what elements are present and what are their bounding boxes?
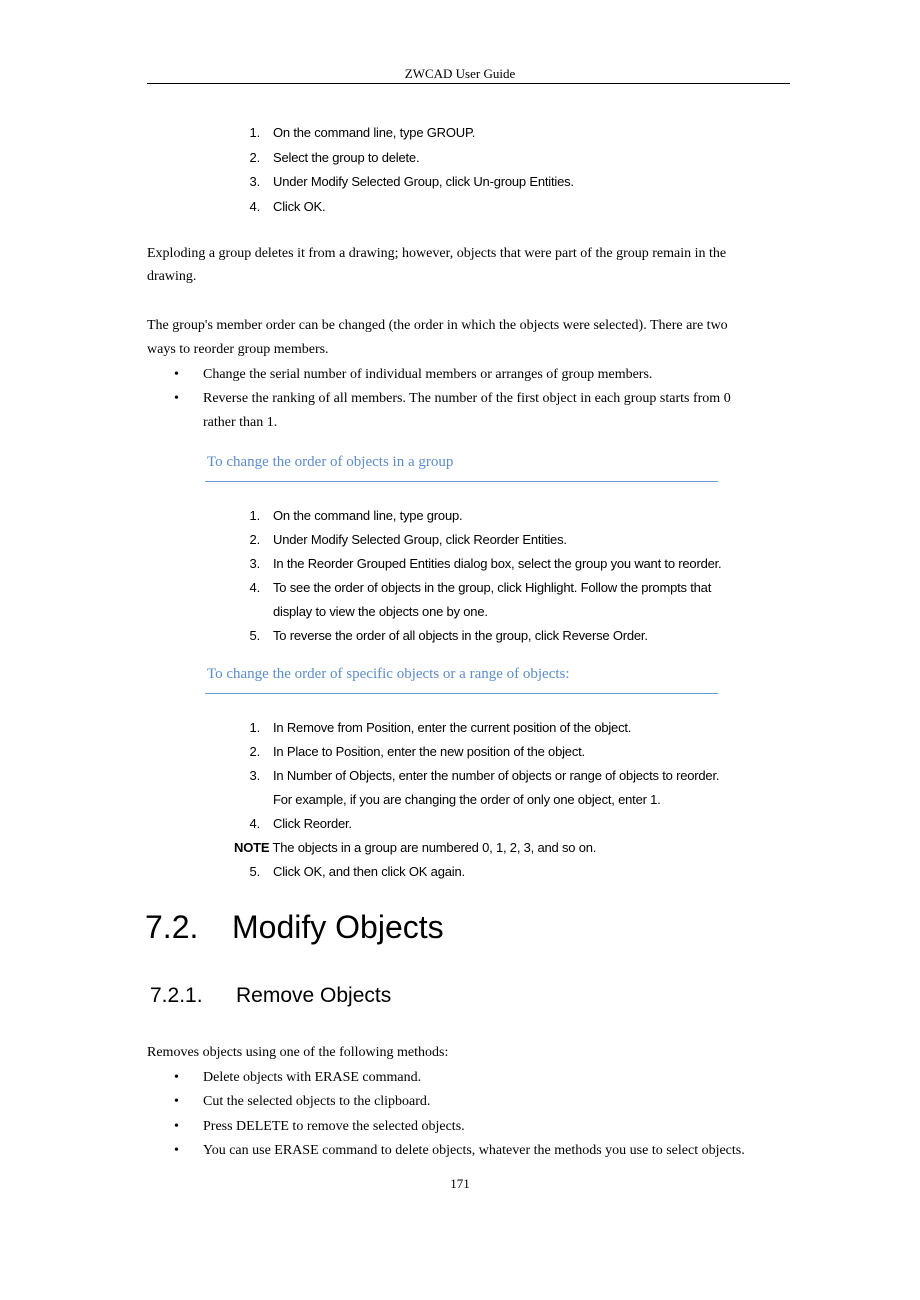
list-item-number: 2. <box>249 744 260 759</box>
bullet-text: rather than 1. <box>203 415 278 430</box>
note-text: The objects in a group are numbered 0, 1, 2, 3, and so on. <box>269 840 597 855</box>
section-title: Modify Objects <box>232 909 444 945</box>
bullet-icon: • <box>174 1142 179 1158</box>
subsection-number: 7.2.1. <box>150 984 203 1007</box>
bullet-icon: • <box>174 1094 179 1110</box>
subsection-title: Remove Objects <box>236 984 392 1007</box>
list-item-text: display to view the objects one by one. <box>273 604 488 619</box>
bullet-icon: • <box>174 367 179 382</box>
paragraph-line: The group's member order can be changed (the order in which the objects were selected). There are two <box>147 318 728 333</box>
bullet-icon: • <box>174 1118 179 1134</box>
list-item-number: 3. <box>249 556 260 571</box>
procedure-heading: To change the order of objects in a group <box>207 454 454 470</box>
list-item-number: 5. <box>249 864 260 879</box>
list-item-text: To reverse the order of all objects in the group, click Reverse Order. <box>273 628 648 643</box>
heading-rule <box>205 693 718 694</box>
page-number: 171 <box>450 1176 470 1191</box>
bullet-icon: • <box>174 1070 179 1085</box>
bullet-text: Reverse the ranking of all members. The number of the first object in each group starts from 0 <box>203 391 731 406</box>
list-item-text: Click OK. <box>273 198 326 214</box>
note <box>234 839 596 856</box>
list-item-text: Click OK, and then click OK again. <box>273 864 465 879</box>
paragraph-line: Exploding a group deletes it from a drawing; however, objects that were part of the group remain in the <box>147 246 727 261</box>
list-item-number: 1. <box>249 125 260 140</box>
list-item-text: In Remove from Position, enter the current position of the object. <box>273 720 632 735</box>
procedure-heading: To change the order of specific objects or a range of objects: <box>207 666 570 682</box>
heading-rule <box>205 481 718 482</box>
list-item-text: In Place to Position, enter the new position of the object. <box>273 744 585 759</box>
bullet-text: Delete objects with ERASE command. <box>203 1070 422 1085</box>
list-item-text: Select the group to delete. <box>273 149 420 165</box>
list-item-number: 2. <box>249 532 260 547</box>
list-item-text: On the command line, type group. <box>273 508 463 523</box>
list-item-number: 1. <box>249 720 260 735</box>
list-item-number: 4. <box>249 198 260 214</box>
list-item-text: For example, if you are changing the order of only one object, enter 1. <box>273 792 661 807</box>
list-item-number: 3. <box>249 768 260 783</box>
header-rule <box>147 83 790 84</box>
bullet-text: You can use ERASE command to delete objects, whatever the methods you use to select objects. <box>203 1142 745 1158</box>
list-item-number: 4. <box>249 580 260 595</box>
list-item-text: Under Modify Selected Group, click Reorder Entities. <box>273 532 567 547</box>
bullet-text: Press DELETE to remove the selected objects. <box>203 1118 465 1134</box>
paragraph-line: ways to reorder group members. <box>147 342 329 357</box>
note-label: NOTE <box>234 840 270 855</box>
bullet-text: Cut the selected objects to the clipboard. <box>203 1094 431 1110</box>
list-item-number: 3. <box>249 174 260 189</box>
paragraph-line: drawing. <box>147 269 197 284</box>
bullet-icon: • <box>174 391 179 406</box>
list-item-number: 2. <box>249 149 260 165</box>
list-item-text: On the command line, type GROUP. <box>273 125 476 140</box>
list-item-text: In Number of Objects, enter the number of objects or range of objects to reorder. <box>273 768 720 783</box>
list-item-text: Under Modify Selected Group, click Un-group Entities. <box>273 174 574 189</box>
bullet-text: Change the serial number of individual members or arranges of group members. <box>203 367 653 382</box>
section-number: 7.2. <box>145 909 199 945</box>
list-item-text: Click Reorder. <box>273 816 352 831</box>
list-item-number: 1. <box>249 508 260 523</box>
list-item-text: In the Reorder Grouped Entities dialog box, select the group you want to reorder. <box>273 556 722 571</box>
list-item-number: 5. <box>249 628 260 643</box>
paragraph: Removes objects using one of the following methods: <box>147 1045 449 1060</box>
page-header-title: ZWCAD User Guide <box>404 66 516 81</box>
list-item-text: To see the order of objects in the group, click Highlight. Follow the prompts that <box>273 580 712 595</box>
list-item-number: 4. <box>249 816 260 831</box>
